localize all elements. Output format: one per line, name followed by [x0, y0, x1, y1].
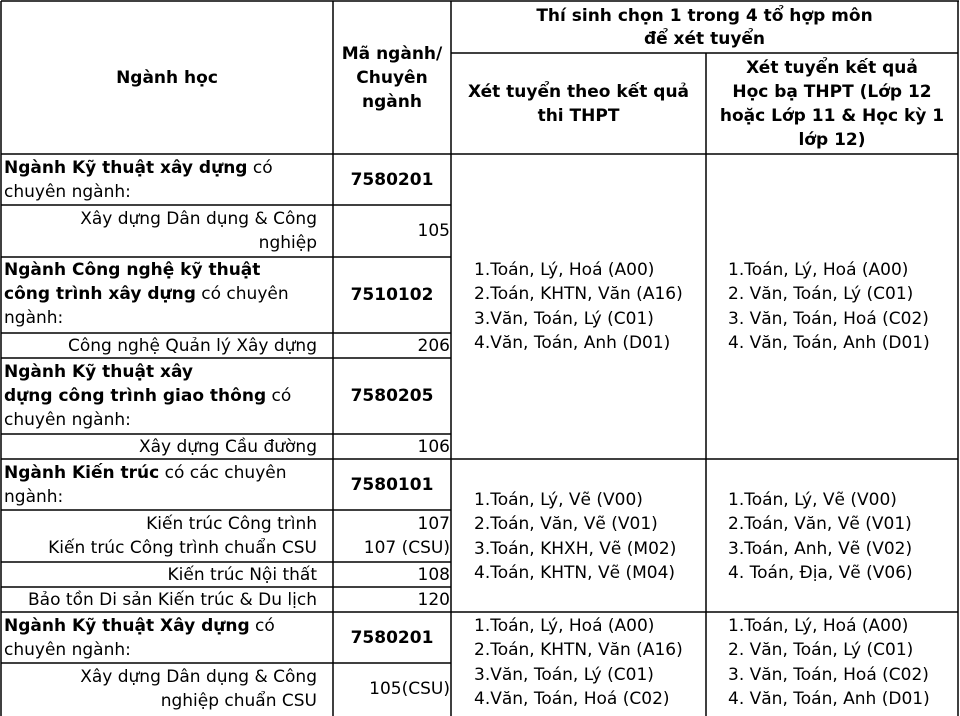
major-4-name: Ngành Kiến trúc — [4, 463, 160, 483]
specialty-4c-name: Kiến trúc Nội thất — [167, 565, 317, 585]
specialty-1-line1: Xây dựng Dân dụng & Công — [80, 209, 317, 229]
major-4-title — [4, 461, 287, 485]
combo-g3-thpt-1: 1.Toán, Lý, Hoá (A00) — [474, 616, 655, 636]
major-3-line2 — [4, 384, 291, 408]
major-5-suffix: có — [255, 616, 275, 636]
combo-g2-hocba-1: 1.Toán, Lý, Vẽ (V00) — [728, 490, 897, 510]
header-hocba-line4: lớp 12) — [798, 130, 866, 150]
specialty-1-line2: nghiệp — [258, 233, 317, 253]
major-5-line2: chuyên ngành: — [4, 640, 131, 660]
combo-g1-thpt-1: 1.Toán, Lý, Hoá (A00) — [474, 260, 655, 280]
header-thpt-line1: Xét tuyển theo kết quả — [467, 82, 690, 102]
combo-g2-thpt-2: 2.Toán, Văn, Vẽ (V01) — [474, 514, 658, 534]
major-5-code: 7580201 — [350, 628, 434, 648]
major-2-line1: Ngành Công nghệ kỹ thuật — [4, 260, 261, 280]
major-2-name-part2: công trình xây dựng — [4, 284, 196, 304]
major-3-line3: chuyên ngành: — [4, 410, 131, 430]
combo-g1-hocba-4: 4. Văn, Toán, Anh (D01) — [728, 333, 930, 353]
combo-g1-hocba-2: 2. Văn, Toán, Lý (C01) — [728, 284, 914, 304]
major-4-line2: ngành: — [4, 487, 64, 507]
combo-g2-hocba-2: 2.Toán, Văn, Vẽ (V01) — [728, 514, 912, 534]
specialty-2-name: Công nghệ Quản lý Xây dựng — [67, 336, 317, 356]
specialty-4a-name: Kiến trúc Công trình — [146, 514, 317, 534]
header-hocba-line2: Học bạ THPT (Lớp 12 — [732, 82, 932, 102]
major-1-code: 7580201 — [350, 170, 434, 190]
specialty-2-code: 206 — [417, 336, 450, 356]
combo-g1-thpt-2: 2.Toán, KHTN, Văn (A16) — [474, 284, 683, 304]
specialty-3-code: 106 — [417, 437, 450, 457]
header-code-line2: Chuyên — [356, 68, 428, 88]
combo-g2-thpt-4: 4.Toán, KHTN, Vẽ (M04) — [474, 563, 676, 583]
combo-g2-hocba-4: 4. Toán, Địa, Vẽ (V06) — [728, 563, 913, 583]
specialty-3-name: Xây dựng Cầu đường — [138, 437, 317, 457]
major-1-name: Ngành Kỹ thuật xây dựng — [4, 158, 248, 178]
specialty-1-code: 105 — [417, 221, 450, 241]
combo-g3-hocba-3: 3. Văn, Toán, Hoá (C02) — [728, 665, 929, 685]
specialty-4d-code: 120 — [417, 590, 450, 610]
specialty-4b-name: Kiến trúc Công trình chuẩn CSU — [48, 538, 317, 558]
major-3-name-part2: dựng công trình giao thông — [4, 386, 267, 406]
header-major: Ngành học — [116, 68, 218, 88]
major-1-title — [4, 156, 273, 180]
specialty-4c-code: 108 — [417, 565, 450, 585]
major-1-line2: chuyên ngành: — [4, 182, 131, 202]
specialty-4a-code: 107 — [417, 514, 450, 534]
specialty-4b-code: 107 (CSU) — [363, 538, 450, 558]
header-thpt-line2: thi THPT — [537, 106, 620, 126]
combo-g3-hocba-2: 2. Văn, Toán, Lý (C01) — [728, 640, 914, 660]
major-2-line3: ngành: — [4, 308, 64, 328]
major-2-suffix: có chuyên — [201, 284, 289, 304]
combo-g1-hocba-3: 3. Văn, Toán, Hoá (C02) — [728, 309, 929, 329]
header-hocba-line1: Xét tuyển kết quả — [746, 58, 918, 78]
header-combo-line2: để xét tuyển — [643, 29, 766, 49]
major-2-line2 — [4, 282, 289, 306]
specialty-5-code: 105(CSU) — [369, 679, 450, 699]
major-3-code: 7580205 — [350, 386, 434, 406]
specialty-5-line1: Xây dựng Dân dụng & Công — [80, 667, 317, 687]
combo-g1-thpt-3: 3.Văn, Toán, Lý (C01) — [474, 309, 654, 329]
major-4-suffix: có các chuyên — [164, 463, 287, 483]
major-2-code: 7510102 — [350, 285, 434, 305]
header-code-line1: Mã ngành/ — [341, 44, 443, 64]
specialty-5-line2: nghiệp chuẩn CSU — [160, 691, 317, 711]
combo-g2-hocba-3: 3.Toán, Anh, Vẽ (V02) — [728, 539, 913, 559]
major-5-title — [4, 614, 275, 638]
major-3-line1: Ngành Kỹ thuật xây — [4, 362, 194, 382]
combo-g3-thpt-3: 3.Văn, Toán, Lý (C01) — [474, 665, 654, 685]
header-combo-line1: Thí sinh chọn 1 trong 4 tổ hợp môn — [536, 6, 873, 26]
combo-g1-thpt-4: 4.Văn, Toán, Anh (D01) — [474, 333, 671, 353]
header-code-line3: ngành — [362, 92, 422, 112]
combo-g3-hocba-1: 1.Toán, Lý, Hoá (A00) — [728, 616, 909, 636]
major-4-code: 7580101 — [350, 475, 434, 495]
combo-g3-hocba-4: 4. Văn, Toán, Anh (D01) — [728, 689, 930, 709]
combo-g2-thpt-1: 1.Toán, Lý, Vẽ (V00) — [474, 490, 643, 510]
major-3-suffix: có — [271, 386, 292, 406]
combo-g1-hocba-1: 1.Toán, Lý, Hoá (A00) — [728, 260, 909, 280]
combo-g3-thpt-2: 2.Toán, KHTN, Văn (A16) — [474, 640, 683, 660]
combo-g2-thpt-3: 3.Toán, KHXH, Vẽ (M02) — [474, 539, 677, 559]
specialty-4d-name: Bảo tồn Di sản Kiến trúc & Du lịch — [28, 590, 317, 610]
major-5-name: Ngành Kỹ thuật Xây dựng — [4, 616, 250, 636]
header-hocba-line3: hoặc Lớp 11 & Học kỳ 1 — [719, 106, 945, 126]
major-1-suffix: có — [252, 158, 273, 178]
combo-g3-thpt-4: 4.Văn, Toán, Hoá (C02) — [474, 689, 670, 709]
